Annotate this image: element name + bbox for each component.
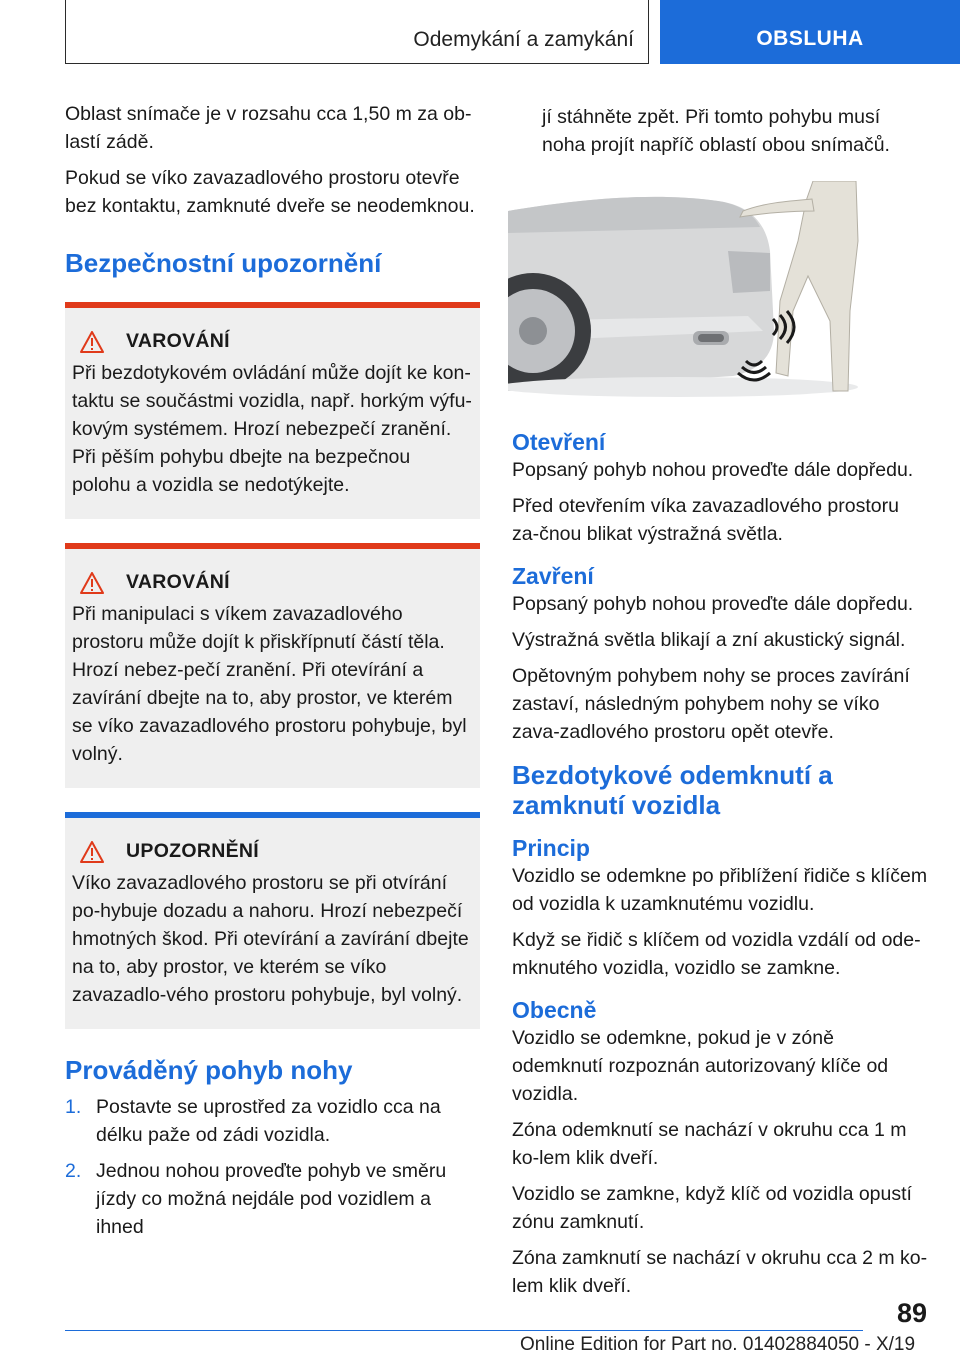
left-column xyxy=(65,100,480,1249)
safety-heading: Bezpečnostní upozornění xyxy=(65,248,382,278)
notice-text: Víko zavazadlového prostoru se při otvírání po‐hybuje dozadu a nahoru. Hrozí nebezpečí hmotných škod. Při otevírání a zavírání dbejte na to, aby prostor, ve kterém se víko zavazadlo‐vého prostoru pohybuje, byl volný. xyxy=(72,872,469,1006)
notice-title: UPOZORNĚNÍ xyxy=(126,840,260,862)
paragraph: Pokud se víko zavazadlového prostoru otevře bez kontaktu, zamknuté dveře se neodemknou. xyxy=(65,167,475,217)
step-number: 2. xyxy=(65,1160,82,1182)
paragraph: Popsaný pohyb nohou proveďte dále dopředu. xyxy=(512,593,914,615)
header-box xyxy=(65,0,649,64)
warning-box xyxy=(65,302,480,519)
paragraph: Vozidlo se odemkne po přiblížení řidiče s klíčem od vozidla k uzamknutému vozidlu. xyxy=(512,865,928,915)
step-continuation: jí stáhněte zpět. Při tomto pohybu musí noha projít napříč oblastí obou snímačů. xyxy=(542,106,890,156)
steps-list xyxy=(65,1093,480,1241)
paragraph: Zóna zamknutí se nachází v okruhu cca 2 m ko‐lem klik dveří. xyxy=(512,1247,928,1297)
step-text: Postavte se uprostřed za vozidlo cca na délku paže od zádi vozidla. xyxy=(96,1096,441,1146)
paragraph: Vozidlo se odemkne, pokud je v zóně odemknutí rozpoznán autorizovaný klíče od vozidla. xyxy=(512,1027,889,1105)
notice-triangle-icon xyxy=(80,841,104,863)
paragraph: Vozidlo se zamkne, když klíč od vozidla opustí zónu zamknutí. xyxy=(512,1183,912,1233)
principle-heading: Princip xyxy=(512,835,590,861)
list-item xyxy=(65,1093,480,1149)
paragraph: Když se řidič s klíčem od vozidla vzdálí od ode‐mknutého vozidla, vozidlo se zamkne. xyxy=(512,929,921,979)
warning-text: Při bezdotykovém ovládání může dojít ke kon‐taktu se součástmi vozidla, např. horkým výfu‐kovým systémem. Hrozí nebezpečí zranění. Při pěším pohybu dbejte na bezpečnou polohu a vozidla se nedotýkejte. xyxy=(72,362,472,496)
step-number: 1. xyxy=(65,1096,82,1118)
section-title: Odemykání a zamykání xyxy=(413,28,634,51)
paragraph: Výstražná světla blikají a zní akustický signál. xyxy=(512,629,906,651)
general-heading: Obecně xyxy=(512,997,597,1023)
warning-title: VAROVÁNÍ xyxy=(126,571,230,593)
foot-gesture-illustration xyxy=(508,181,860,399)
warning-text: Při manipulaci s víkem zavazadlového prostoru může dojít k přiskřípnutí částí těla. Hrozí nebez‐pečí zranění. Při otevírání a zavírání dbejte na to, aby prostor, ve kterém se víko zavazadlového prostoru pohybuje, byl volný. xyxy=(72,603,467,765)
keyless-heading: Bezdotykové odemknutí a zamknutí vozidla xyxy=(512,760,833,820)
paragraph: Před otevřením víka zavazadlového prostoru za‐čnou blikat výstražná světla. xyxy=(512,495,899,545)
warning-triangle-icon xyxy=(80,331,104,353)
paragraph: Oblast snímače je v rozsahu cca 1,50 m za ob‐lastí zádě. xyxy=(65,103,472,153)
warning-title: VAROVÁNÍ xyxy=(126,330,230,352)
paragraph: Zóna odemknutí se nachází v okruhu cca 1 m ko‐lem klik dveří. xyxy=(512,1119,907,1169)
warning-triangle-icon xyxy=(80,572,104,594)
warning-box xyxy=(65,543,480,788)
footer-divider xyxy=(65,1330,863,1331)
paragraph: Opětovným pohybem nohy se proces zavírání zastaví, následným pohybem nohy se víko zava‐zadlového prostoru opět otevře. xyxy=(512,665,910,743)
chapter-tab[interactable]: OBSLUHA xyxy=(660,0,960,64)
open-heading: Otevření xyxy=(512,429,606,455)
notice-box xyxy=(65,812,480,1029)
list-item xyxy=(65,1157,480,1241)
motion-heading: Prováděný pohyb nohy xyxy=(65,1055,353,1085)
paragraph: Popsaný pohyb nohou proveďte dále dopředu. xyxy=(512,459,914,481)
close-heading: Zavření xyxy=(512,563,594,589)
step-text: Jednou nohou proveďte pohyb ve směru jízdy co možná nejdále pod vozidlem a ihned xyxy=(96,1160,447,1238)
right-column xyxy=(512,103,928,1308)
page-number: 89 xyxy=(896,1298,927,1328)
edition-text: Online Edition for Part no. 01402884050 - X/19 xyxy=(520,1334,916,1355)
